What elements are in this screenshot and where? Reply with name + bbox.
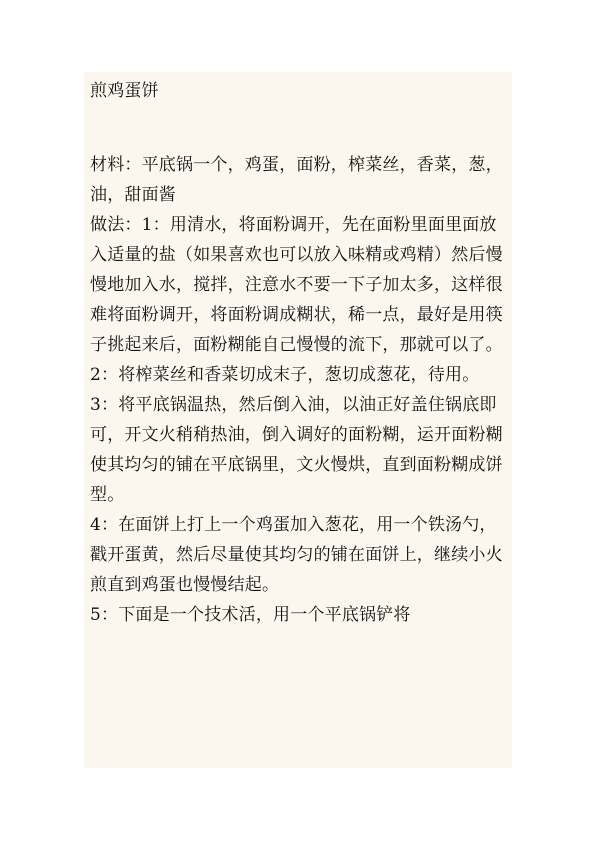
method-step-4: 4：在面饼上打上一个鸡蛋加入葱花，用一个铁汤勺，戳开蛋黄，然后尽量使其均匀的铺在面饼上，继续小火煎直到鸡蛋也慢慢结起。 xyxy=(90,515,503,595)
document-content xyxy=(90,76,510,630)
method-step-1: 做法：1：用清水，将面粉调开，先在面粉里面里面放入适量的盐（如果喜欢也可以放入味精或鸡精）然后慢慢地加入水，搅拌，注意水不要一下子加太多，这样很难将面粉调开，将面粉调成糊状，稀一点，最好是用筷子挑起来后，面粉糊能自己慢慢的流下，那就可以了。 xyxy=(90,215,503,355)
title-spacing xyxy=(90,106,510,150)
method-step-5: 5：下面是一个技术活，用一个平底锅铲将 xyxy=(90,605,411,625)
method-step-2: 2：将榨菜丝和香菜切成末子，葱切成葱花，待用。 xyxy=(90,365,480,385)
materials-text: 材料：平底锅一个，鸡蛋，面粉，榨菜丝，香菜，葱，油，甜面酱 xyxy=(90,155,503,205)
recipe-title: 煎鸡蛋饼 xyxy=(90,81,159,101)
method-step-3: 3：将平底锅温热，然后倒入油，以油正好盖住锅底即可，开文火稍稍热油，倒入调好的面粉糊，运开面粉糊使其均匀的铺在平底锅里，文火慢烘，直到面粉糊成饼型。 xyxy=(90,395,503,505)
